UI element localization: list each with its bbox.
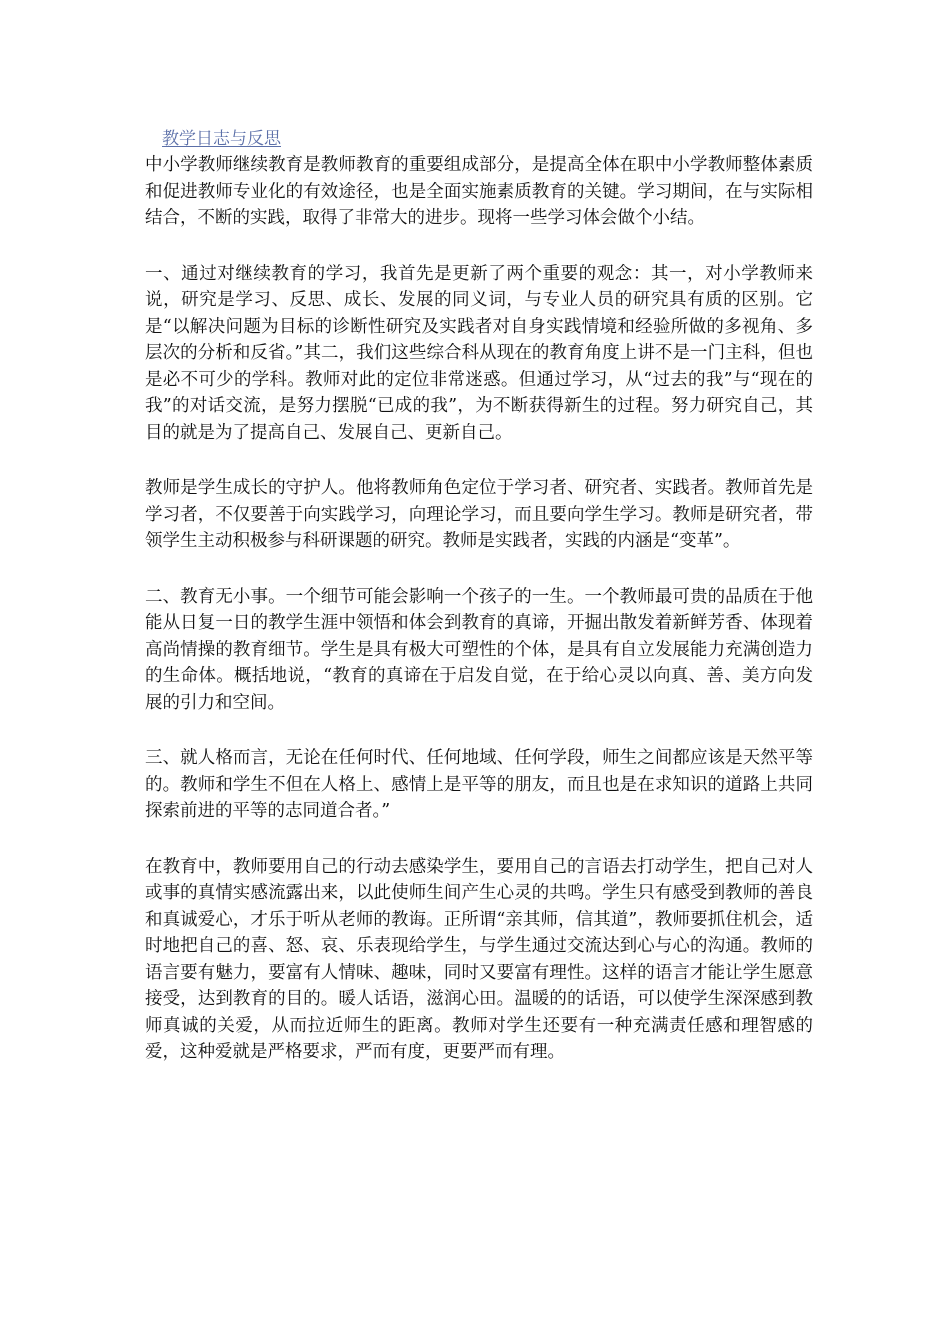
paragraph-intro: 中小学教师继续教育是教师教育的重要组成部分，是提高全体在职中小学教师整体素质和促进教师专业化的有效途径，也是全面实施素质教育的关键。学习期间，在与实际相结合，不断的实践，取得了非常大的进步。现将一些学习体会做个小结。 [145,155,813,228]
paragraph-conclusion: 在教育中，教师要用自己的行动去感染学生，要用自己的言语去打动学生，把自己对人或事的真情实感流露出来，以此使师生间产生心灵的共鸣。学生只有感受到教师的善良和真诚爱心，才乐于听从老师的教诲。正所谓“亲其师，信其道”，教师要抓住机会，适时地把自己的喜、怒、哀、乐表现给学生，与学生通过交流达到心与心的沟通。教师的语言要有魅力，要富有人情味、趣味，同时又要富有理性。这样的语言才能让学生愿意接受，达到教育的目的。暖人话语，滋润心田。温暖的的话语，可以使学生深深感到教师真诚的关爱，从而拉近师生的距离。教师对学生还要有一种充满责任感和理智感的爱，这种爱就是严格要求，严而有度，更要严而有理。 [145,856,813,1062]
document-title-link[interactable]: 教学日志与反思 [162,129,281,149]
paragraph-section-three: 三、就人格而言，无论在任何时代、任何地域、任何学段，师生之间都应该是天然平等的。教师和学生不但在人格上、感情上是平等的朋友，而且也是在求知识的道路上共同探索前进的平等的志同道合者。” [145,748,813,821]
paragraph-teacher-roles: 教师是学生成长的守护人。他将教师角色定位于学习者、研究者、实践者。教师首先是学习者，不仅要善于向实践学习，向理论学习，而且要向学生学习。教师是研究者，带领学生主动积极参与科研课题的研究。教师是实践者，实践的内涵是“变革”。 [145,478,813,551]
paragraph-section-one: 一、通过对继续教育的学习，我首先是更新了两个重要的观念：其一，对小学教师来说，研究是学习、反思、成长、发展的同义词，与专业人员的研究具有质的区别。它是“以解决问题为目标的诊断性研究及实践者对自身实践情境和经验所做的多视角、多层次的分析和反省。”其二，我们这些综合科从现在的教育角度上讲不是一门主科，但也是必不可少的学科。教师对此的定位非常迷惑。但通过学习，从“过去的我”与“现在的我”的对话交流，是努力摆脱“已成的我”，为不断获得新生的过程。努力研究自己，其目的就是为了提高自己、发展自己、更新自己。 [145,263,813,443]
document-page [145,122,813,1095]
paragraph-section-two: 二、教育无小事。一个细节可能会影响一个孩子的一生。一个教师最可贵的品质在于他能从日复一日的教学生涯中领悟和体会到教育的真谛，开掘出散发着新鲜芳香、体现着高尚情操的教育细节。学生是具有极大可塑性的个体，是具有自立发展能力充满创造力的生命体。概括地说，“教育的真谛在于启发自觉，在于给心灵以向真、善、美方向发展的引力和空间。 [145,586,813,713]
